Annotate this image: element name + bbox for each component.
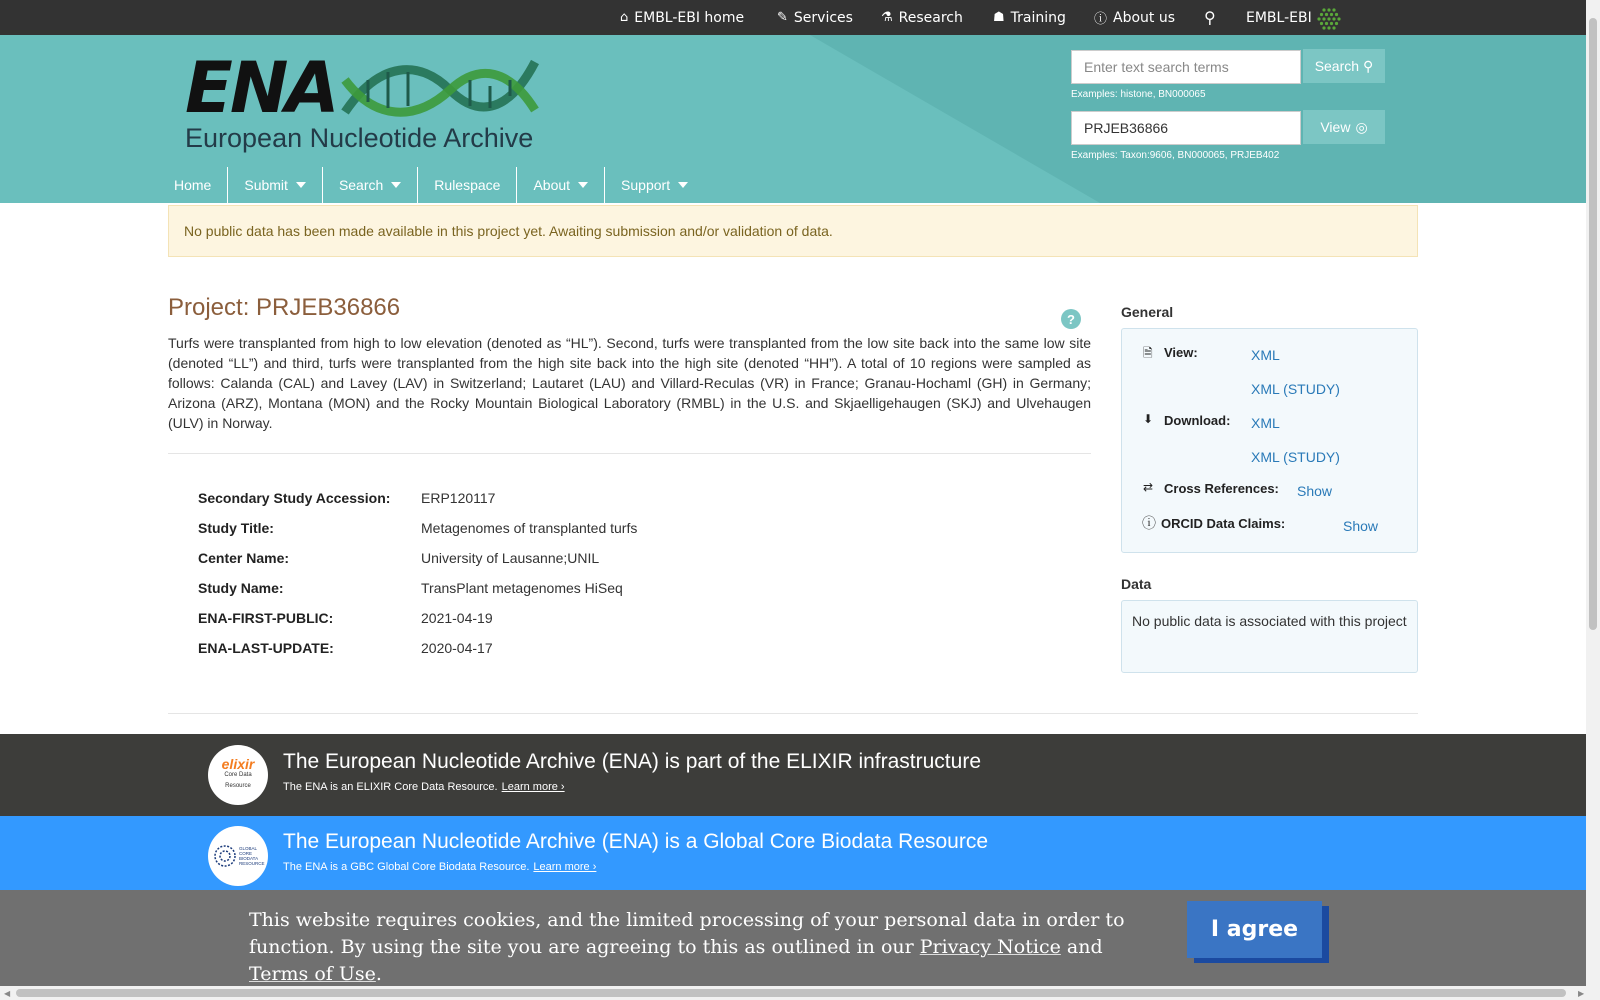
elixir-subtext: The ENA is an ELIXIR Core Data Resource. Learn more › bbox=[283, 781, 565, 793]
no-public-data-alert bbox=[168, 205, 1418, 257]
view-button-label: View bbox=[1320, 119, 1351, 135]
cross-references-show-link[interactable]: Show bbox=[1297, 483, 1333, 499]
target-icon: ◎ bbox=[1355, 118, 1368, 135]
nav-about-label: About bbox=[533, 177, 571, 193]
detail-key: ENA-FIRST-PUBLIC: bbox=[198, 610, 334, 626]
ena-logo-text: ENA bbox=[185, 47, 337, 129]
i-agree-button[interactable]: I agree bbox=[1187, 901, 1322, 958]
gbc-logo[interactable] bbox=[208, 826, 268, 886]
nav-search[interactable] bbox=[323, 167, 418, 203]
embl-ebi-home-label: EMBL-EBI home bbox=[634, 9, 745, 26]
detail-row bbox=[198, 520, 637, 550]
detail-row bbox=[198, 490, 637, 520]
caret-down-icon bbox=[678, 182, 688, 188]
accession-view-input[interactable] bbox=[1071, 111, 1301, 145]
no-data-text: No public data is associated with this project bbox=[1132, 613, 1407, 629]
text-search-input[interactable] bbox=[1071, 50, 1301, 84]
project-description: Turfs were transplanted from high to low elevation (denoted as “HL”). Second, turfs were transplanted from the low site back into the same low site (denoted “LL”) and third, turfs were transplanted from the high site back into the high site (denoted “HH”). A total of 10 regions were sampled as follows: Calanda (CAL) and Lavey (LAV) in Switzerland; Lautaret (LAU) and Villard-Reculas (VR) in France; Granau-Hochaml (GH) in Germany; Arizona (ARZ), Montana (MON) and the Rocky Mountain Biological Laboratory (RMBL) in the U.S. and Skjaelligehaugen (SKJ) and Ulvehaugen (ULV) in Norway. bbox=[168, 335, 1091, 431]
detail-value: 2021-04-19 bbox=[421, 610, 493, 626]
caret-down-icon bbox=[391, 182, 401, 188]
detail-key: ENA-LAST-UPDATE: bbox=[198, 640, 334, 656]
training-label: Training bbox=[1010, 9, 1066, 26]
data-panel bbox=[1121, 600, 1418, 673]
download-label: Download: bbox=[1164, 413, 1231, 428]
detail-value: ERP120117 bbox=[421, 490, 496, 506]
nav-search-label: Search bbox=[338, 177, 384, 193]
home-icon: ⌂ bbox=[620, 10, 629, 25]
training-link[interactable] bbox=[993, 0, 1066, 35]
elixir-logo-text: elixir bbox=[221, 755, 255, 772]
research-link[interactable] bbox=[881, 0, 963, 35]
magnifier-icon: ⚲ bbox=[1363, 57, 1374, 74]
gbc-subtext: The ENA is a GBC Global Core Biodata Resource. Learn more › bbox=[283, 861, 597, 873]
page-title: Project: PRJEB36866 bbox=[168, 294, 401, 321]
project-details bbox=[198, 490, 637, 670]
embl-ebi-hex-logo-icon bbox=[1316, 5, 1342, 31]
view-xml-study-link[interactable]: XML (STUDY) bbox=[1251, 381, 1340, 397]
detail-key: Center Name: bbox=[198, 550, 290, 566]
detail-key: Secondary Study Accession: bbox=[198, 490, 391, 506]
search-icon[interactable]: ⚲ bbox=[1204, 8, 1216, 27]
horizontal-scrollbar-thumb[interactable] bbox=[16, 989, 1566, 997]
detail-key: Study Name: bbox=[198, 580, 284, 596]
detail-row bbox=[198, 580, 637, 610]
search-button-label: Search bbox=[1314, 58, 1360, 74]
training-icon: ☗ bbox=[993, 10, 1005, 25]
exchange-icon: ⇄ bbox=[1143, 480, 1154, 494]
embl-ebi-home-link[interactable] bbox=[620, 0, 744, 35]
elixir-title: The European Nucleotide Archive (ENA) is part of the ELIXIR infrastructure bbox=[283, 750, 981, 773]
alert-text: No public data has been made available in this project yet. Awaiting submission and/or validation of data. bbox=[184, 223, 833, 239]
top-bar bbox=[0, 0, 1586, 35]
privacy-notice-link[interactable]: Privacy Notice bbox=[919, 936, 1061, 958]
general-heading: General bbox=[1121, 304, 1174, 320]
cross-references-label: Cross References: bbox=[1164, 481, 1279, 496]
view-search-examples: Examples: Taxon:9606, BN000065, PRJEB402 bbox=[1071, 150, 1280, 161]
nav-home[interactable] bbox=[158, 167, 228, 203]
embl-ebi-brand-link[interactable] bbox=[1246, 0, 1342, 35]
nav-submit[interactable] bbox=[228, 167, 323, 203]
data-heading: Data bbox=[1121, 576, 1152, 592]
research-icon: ⚗ bbox=[881, 10, 893, 25]
site-header bbox=[0, 35, 1586, 203]
services-link[interactable] bbox=[777, 0, 853, 35]
detail-value: TransPlant metagenomes HiSeq bbox=[421, 580, 623, 596]
divider bbox=[168, 453, 1091, 454]
caret-down-icon bbox=[578, 182, 588, 188]
gbc-logo-text: GLOBAL CORE BIODATA RESOURCE bbox=[239, 846, 265, 866]
nav-support[interactable] bbox=[605, 167, 704, 203]
gbc-banner bbox=[0, 816, 1586, 896]
wrench-icon: ✎ bbox=[777, 10, 788, 25]
nav-home-label: Home bbox=[174, 177, 212, 193]
elixir-banner bbox=[0, 734, 1586, 816]
elixir-logo[interactable] bbox=[208, 745, 268, 805]
detail-value: Metagenomes of transplanted turfs bbox=[421, 520, 638, 536]
elixir-logo-sub: Core Data Resource bbox=[224, 771, 252, 789]
detail-key: Study Title: bbox=[198, 520, 274, 536]
detail-value: 2020-04-17 bbox=[421, 640, 493, 656]
search-button[interactable] bbox=[1303, 49, 1385, 83]
vertical-scrollbar-thumb[interactable] bbox=[1589, 18, 1597, 630]
globe-icon bbox=[213, 844, 237, 868]
view-xml-link[interactable]: XML bbox=[1251, 347, 1280, 363]
orcid-label: ORCID Data Claims: bbox=[1161, 516, 1286, 531]
help-icon[interactable]: ? bbox=[1061, 309, 1081, 329]
cookie-text: This website requires cookies, and the limited processing of your personal data in order to function. By using the site you are agreeing to this as outlined in our Privacy Notice and Terms of Use. bbox=[249, 909, 1125, 985]
research-label: Research bbox=[898, 9, 963, 26]
nav-about[interactable] bbox=[517, 167, 605, 203]
elixir-learn-more-link[interactable]: Learn more › bbox=[501, 781, 565, 793]
text-search-examples: Examples: histone, BN000065 bbox=[1071, 89, 1206, 100]
cookie-banner bbox=[0, 890, 1586, 986]
nav-rulespace[interactable] bbox=[418, 167, 517, 203]
scroll-left-arrow-icon[interactable]: ◀ bbox=[4, 989, 11, 998]
info-icon: ⓘ bbox=[1094, 12, 1108, 27]
download-xml-study-link[interactable]: XML (STUDY) bbox=[1251, 449, 1340, 465]
ena-logo-subtitle: European Nucleotide Archive bbox=[185, 123, 534, 153]
scroll-right-arrow-icon[interactable]: ▶ bbox=[1578, 989, 1585, 998]
nav-submit-label: Submit bbox=[244, 177, 288, 193]
about-us-label: About us bbox=[1113, 9, 1176, 26]
download-icon: ⬇ bbox=[1143, 412, 1154, 426]
dna-helix-icon bbox=[340, 50, 540, 130]
embl-ebi-brand-label: EMBL-EBI bbox=[1246, 9, 1312, 26]
view-label: View: bbox=[1164, 345, 1198, 360]
main-nav bbox=[158, 167, 704, 203]
detail-row bbox=[198, 640, 637, 670]
gbc-learn-more-link[interactable]: Learn more › bbox=[533, 861, 597, 873]
terms-of-use-link[interactable]: Terms of Use bbox=[249, 963, 376, 985]
nav-support-label: Support bbox=[621, 177, 671, 193]
caret-down-icon bbox=[296, 182, 306, 188]
services-label: Services bbox=[793, 9, 853, 26]
detail-value: University of Lausanne;UNIL bbox=[421, 550, 600, 566]
divider bbox=[168, 713, 1418, 714]
orcid-icon: ⓘ bbox=[1142, 516, 1156, 532]
about-us-link[interactable] bbox=[1094, 0, 1175, 35]
nav-rulespace-label: Rulespace bbox=[434, 177, 501, 193]
gbc-title: The European Nucleotide Archive (ENA) is a Global Core Biodata Resource bbox=[283, 830, 989, 853]
view-button[interactable] bbox=[1303, 110, 1385, 144]
orcid-show-link[interactable]: Show bbox=[1343, 518, 1379, 534]
detail-row bbox=[198, 610, 637, 640]
detail-row bbox=[198, 550, 637, 580]
file-icon: 🗎 bbox=[1143, 346, 1153, 360]
download-xml-link[interactable]: XML bbox=[1251, 415, 1280, 431]
